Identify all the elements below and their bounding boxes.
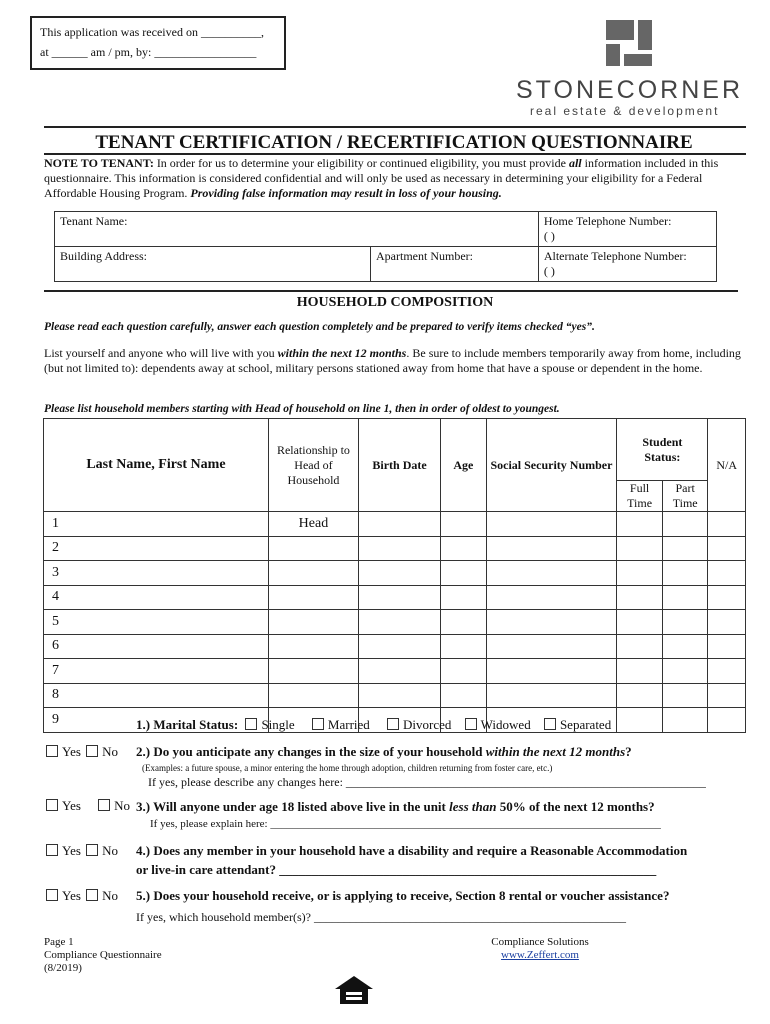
q5-yes-checkbox[interactable] (46, 889, 58, 901)
col-relationship: Relationship to Head of Household (268, 419, 358, 512)
q1-marital-status (136, 717, 611, 733)
footer-website-link[interactable]: www.Zeffert.com (501, 949, 579, 961)
alt-phone-field[interactable] (538, 247, 716, 282)
q3-yes-no: Yes No (46, 798, 130, 814)
note-to-tenant (44, 156, 746, 201)
table-instruction: Please list household members starting with Head of household on line 1, then in order of oldest to youngest. (44, 403, 560, 415)
page-title: TENANT CERTIFICATION / RECERTIFICATION QUESTIONNAIRE (95, 132, 693, 153)
option-separated[interactable]: Separated (544, 717, 611, 732)
household-instruction: Please read each question carefully, answer each question completely and be prepared to verify items checked “yes”. (44, 321, 595, 333)
col-student-status: Student Status: (617, 419, 708, 481)
col-ssn: Social Security Number (486, 419, 617, 512)
q4-no-checkbox[interactable] (86, 844, 98, 856)
received-line-2: at ______ am / pm, by: _________________ (40, 45, 257, 59)
option-single[interactable]: Single (245, 717, 294, 732)
footer-doc-name: Compliance Questionnaire (44, 949, 162, 961)
col-full-time: Full Time (617, 481, 663, 512)
home-phone-paren: ( ) (543, 229, 555, 243)
footer-center (480, 936, 600, 962)
tenant-info-table (54, 211, 717, 282)
checkbox-icon[interactable] (387, 718, 399, 730)
checkbox-icon[interactable] (312, 718, 324, 730)
col-na: N/A (708, 419, 746, 512)
row-number[interactable]: 1 (44, 512, 269, 537)
col-birth-date: Birth Date (359, 419, 441, 512)
household-list-text (44, 346, 746, 376)
table-row (44, 585, 746, 610)
note-text-1: In order for us to determine your eligibility or continued eligibility, you must provide (153, 156, 569, 170)
q2-yes-no: Yes No (46, 744, 118, 760)
head-cell: Head (268, 512, 358, 537)
q5-yes-no: Yes No (46, 888, 118, 904)
table-row (44, 561, 746, 586)
building-address-label: Building Address: (60, 249, 148, 263)
note-label: NOTE TO TENANT: (44, 156, 154, 170)
checkbox-icon[interactable] (245, 718, 257, 730)
footer-date: (8/2019) (44, 962, 82, 974)
q5-no-checkbox[interactable] (86, 889, 98, 901)
option-widowed[interactable]: Widowed (465, 717, 531, 732)
table-row (44, 536, 746, 561)
row-number[interactable]: 7 (44, 659, 269, 684)
building-address-field[interactable] (55, 247, 371, 282)
note-all: all (568, 156, 582, 170)
q2-examples: (Examples: a future spouse, a minor entering the home through adoption, children returning from foster care, etc.) (142, 763, 553, 773)
q2-question: 2.) Do you anticipate any changes in the size of your household within the next 12 months? (136, 744, 632, 759)
q2-no-checkbox[interactable] (86, 745, 98, 757)
q5-followup[interactable]: If yes, which household member(s)? ____________________________________________________ (136, 910, 626, 924)
col-part-time: Part Time (662, 481, 708, 512)
q5-question: 5.) Does your household receive, or is applying to receive, Section 8 rental or voucher assistance? (136, 888, 670, 903)
q4-yes-checkbox[interactable] (46, 844, 58, 856)
q3-followup[interactable]: If yes, please explain here: _______________________________________________________________________ (150, 818, 661, 830)
tenant-name-field[interactable] (55, 212, 539, 247)
row-number[interactable]: 6 (44, 634, 269, 659)
table-row (44, 683, 746, 708)
alt-phone-label: Alternate Telephone Number: (543, 249, 687, 263)
row-number[interactable]: 5 (44, 610, 269, 635)
title-bottom-rule (44, 153, 746, 155)
equal-housing-icon (333, 974, 375, 1008)
q3-yes-checkbox[interactable] (46, 799, 58, 811)
option-divorced[interactable]: Divorced (387, 717, 451, 732)
col-name: Last Name, First Name (44, 419, 269, 512)
table-row (44, 659, 746, 684)
row-number[interactable]: 3 (44, 561, 269, 586)
q3-no-checkbox[interactable] (98, 799, 110, 811)
option-married[interactable]: Married (312, 717, 370, 732)
note-warning: Providing false information may result in loss of your housing. (190, 186, 502, 200)
q2-followup[interactable]: If yes, please describe any changes here: ____________________________________________________________ (148, 775, 706, 789)
table-row (44, 512, 746, 537)
apartment-number-field[interactable] (371, 247, 539, 282)
footer-left (44, 936, 162, 975)
checkbox-icon[interactable] (544, 718, 556, 730)
list-text-1: List yourself and anyone who will live with you (44, 346, 278, 360)
list-text-2: . Be sure to include members temporarily away from home, including (but not limited to): dependents away at school, military persons stationed away from home that have a spouse or dependent in the home. (44, 346, 741, 375)
household-heading: HOUSEHOLD COMPOSITION (296, 295, 494, 310)
q2-yes-checkbox[interactable] (46, 745, 58, 757)
row-number[interactable]: 4 (44, 585, 269, 610)
q4-question-1: 4.) Does any member in your household have a disability and require a Reasonable Accommodation (136, 843, 688, 858)
q1-label: 1.) Marital Status: (136, 717, 239, 732)
checkbox-icon[interactable] (465, 718, 477, 730)
alt-phone-paren: ( ) (543, 264, 555, 278)
apartment-number-label: Apartment Number: (376, 249, 473, 263)
page-number: Page 1 (44, 936, 74, 948)
list-emph: within the next 12 months (277, 346, 407, 360)
table-row (44, 634, 746, 659)
footer-company: Compliance Solutions (491, 936, 589, 948)
q4-yes-no: Yes No (46, 843, 118, 859)
received-line-1: This application was received on __________, (40, 25, 264, 39)
table-row (44, 610, 746, 635)
brand-name: STONECORNER (516, 76, 744, 104)
row-number[interactable]: 9 (44, 708, 269, 733)
home-phone-field[interactable] (538, 212, 716, 247)
brand-tagline: real estate & development (530, 104, 720, 118)
received-box (30, 16, 286, 70)
q3-question: 3.) Will anyone under age 18 listed above live in the unit less than 50% of the next 12 months? (136, 799, 655, 814)
q4-question-2[interactable]: or live-in care attendant? __________________________________________________________ (136, 862, 657, 877)
row-number[interactable]: 8 (44, 683, 269, 708)
col-age: Age (441, 419, 487, 512)
stonecorner-logo-icon (606, 20, 652, 66)
note-text-2: information included in this questionnaire. This information is considered confidential and will only be used as necessary in determining your eligibility for a Federal Affordable Housing Program. (44, 156, 719, 200)
household-table (43, 418, 746, 733)
household-rule (44, 290, 738, 292)
title-top-rule (44, 126, 746, 128)
tenant-name-label: Tenant Name: (60, 214, 128, 228)
home-phone-label: Home Telephone Number: (543, 214, 672, 228)
row-number[interactable]: 2 (44, 536, 269, 561)
